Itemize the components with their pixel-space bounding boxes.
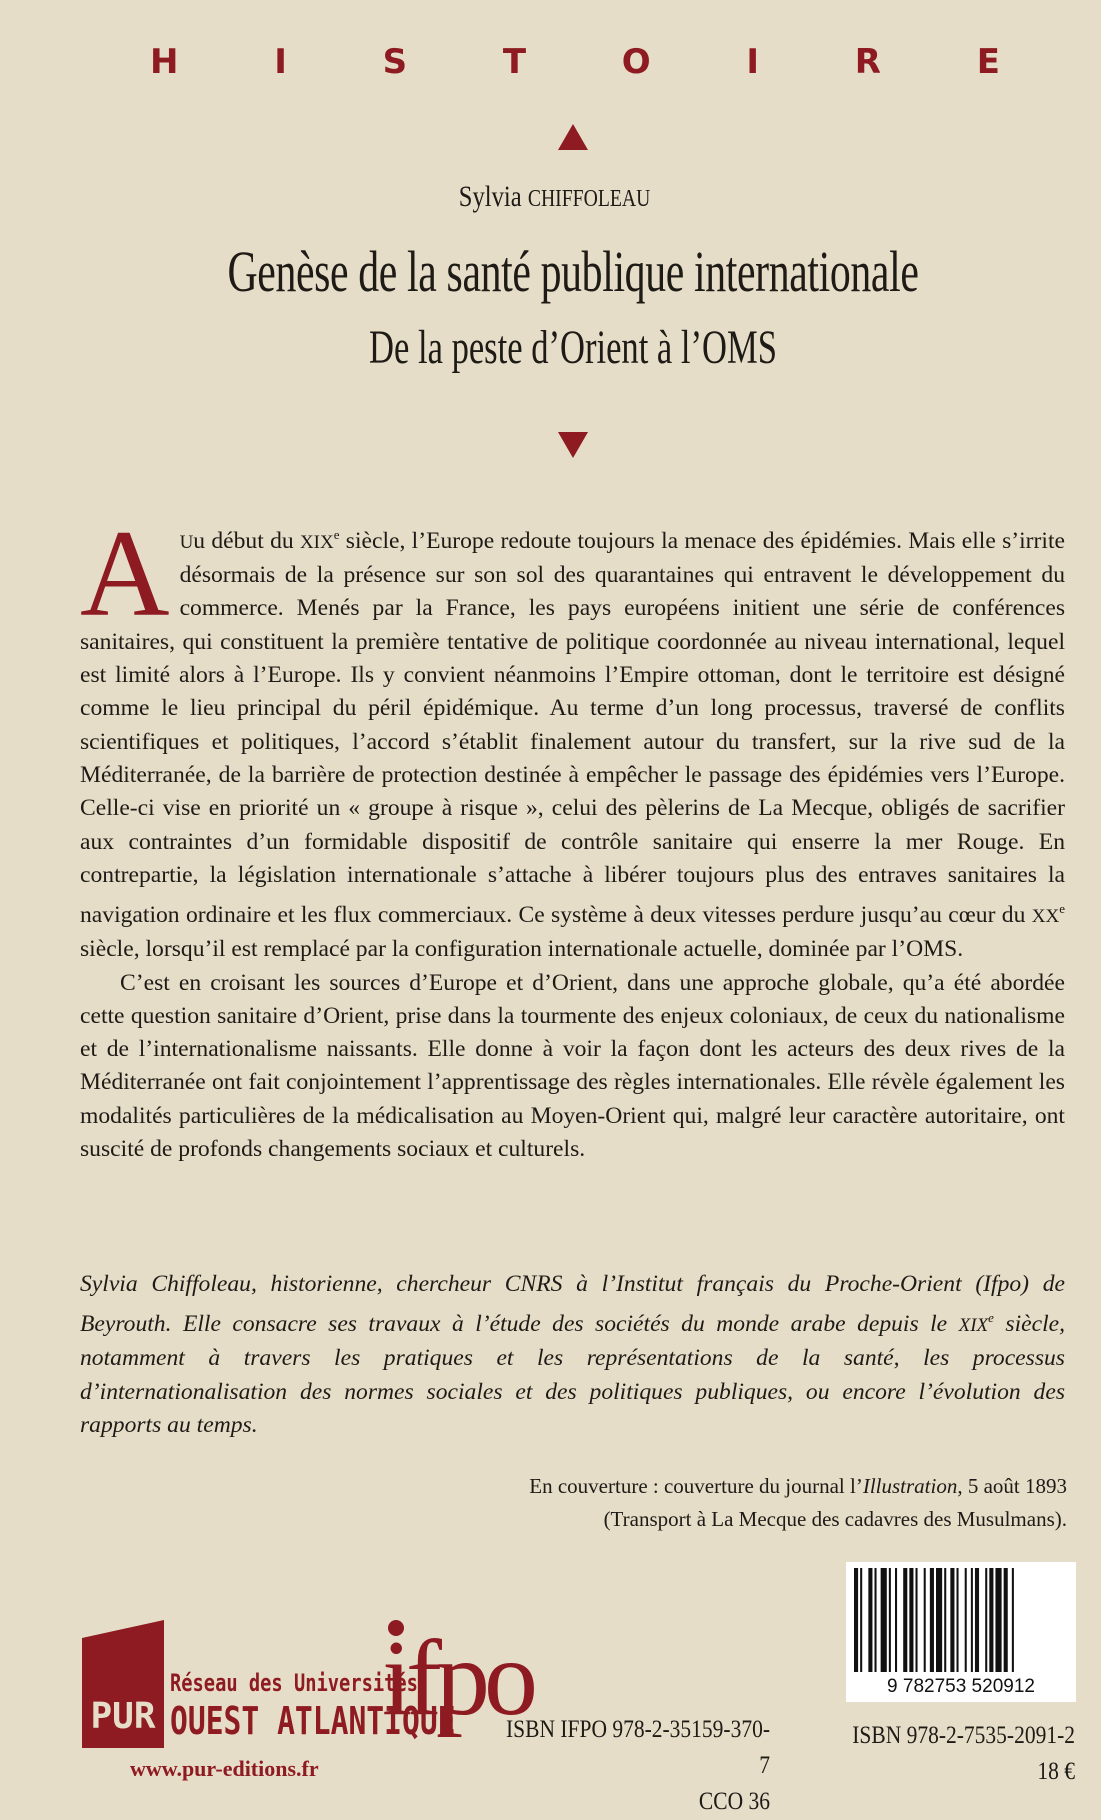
barcode-bar bbox=[936, 1568, 942, 1672]
pur-logo-text: PUR bbox=[90, 1696, 156, 1737]
blurb-paragraph-1: A Uu début du XIXe siècle, l’Europe redoute toujours la menace des épidémies. Mais elle s’irrite désormais de la présence sur son sol des quarantaines qui entravent le développement du commerce. Menés par la France, les pays européens initient une série de conférences sanitaires, qui constituent la première tentative de politique coordonnée au niveau international, lequel est limité alors à l’Europe. Ils y convient néanmoins l’Empire ottoman, dont le territoire est désigné comme le lieu principal du péril épidémique. Au terme d’un long processus, traversé de conflits scientifiques et politiques, l’accord s’établit finalement autour du transfert, sur la rive sud de la Méditerranée, de la barrière de protection destinée à empêcher le passage des épidémies vers l’Europe. Celle-ci vise en priorité un « groupe à risque », celui des pèlerins de La Mecque, obligés de sacrifier aux contraintes d’un formidable dispositif de contrôle sanitaire qui enserre la mer Rouge. En contrepartie, la législation internationale s’attache à libérer toujours plus des entraves sanitaires la navigation ordinaire et les flux commerciaux. Ce système à deux vitesses perdure jusqu’au cœur du XXe siècle, lorsqu’il est remplacé par la configuration internationale actuelle, dominée par l’OMS. bbox=[80, 505, 1065, 963]
barcode-bar bbox=[924, 1568, 926, 1672]
barcode-bar bbox=[909, 1568, 913, 1672]
series-letter: I bbox=[746, 42, 760, 82]
blurb-paragraph-2: C’est en croisant les sources d’Europe et d’Orient, dans une approche globale, qu’a été abordée cette question sanitaire d’Orient, prise dans la tourmente des enjeux coloniaux, de ceux du nationalisme et de l’internationalisme naissants. Elle donne à voir la façon dont les acteurs des deux rives de la Méditerranée ont fait conjointement l’apprentissage des règles internationales. Elle révèle également les modalités particulières de la médicalisation au Moyen-Orient qui, malgré leur caractère autoritaire, ont suscité de profonds changements sociaux et culturels. bbox=[80, 969, 1065, 1163]
publisher-url[interactable]: www.pur-editions.fr bbox=[130, 1756, 319, 1781]
barcode-bar bbox=[930, 1568, 934, 1672]
publisher-name: Réseau des Universités OUEST ATLANTIQUE bbox=[170, 1669, 456, 1743]
barcode-bar bbox=[889, 1568, 891, 1672]
barcode-bar bbox=[1004, 1568, 1008, 1672]
barcode-bar bbox=[854, 1568, 858, 1672]
barcode-bar bbox=[985, 1568, 987, 1672]
barcode bbox=[846, 1562, 1076, 1702]
barcode-bar bbox=[971, 1568, 973, 1672]
series-letter: H bbox=[150, 42, 179, 82]
barcode-bar bbox=[860, 1568, 862, 1672]
author-surname: CHIFFOLEAU bbox=[527, 186, 651, 212]
barcode-bar bbox=[875, 1568, 877, 1672]
book-title: Genèse de la santé publique internationale bbox=[227, 239, 919, 304]
price: 18 € bbox=[1037, 1758, 1075, 1785]
isbn-block bbox=[791, 1718, 1075, 1790]
ifpo-isbn-block: ISBN IFPO 978-2-35159-370-7 CCO 36 bbox=[506, 1716, 770, 1815]
series-letter: R bbox=[854, 42, 881, 82]
barcode-bar bbox=[950, 1568, 954, 1672]
ifpo-logo-text: ifpo bbox=[382, 1619, 532, 1738]
barcode-bar bbox=[895, 1568, 897, 1672]
series-letter: O bbox=[621, 42, 651, 82]
pur-logo bbox=[78, 1620, 168, 1750]
series-label bbox=[150, 42, 1000, 82]
drop-cap: A bbox=[80, 505, 170, 642]
blurb bbox=[80, 505, 1065, 1166]
barcode-bar bbox=[868, 1568, 872, 1672]
barcode-bar bbox=[957, 1568, 959, 1672]
series-letter: I bbox=[274, 42, 287, 82]
barcode-bar bbox=[995, 1568, 1001, 1672]
barcode-bar bbox=[975, 1568, 979, 1672]
series-letter: T bbox=[502, 42, 527, 82]
triangle-up-icon bbox=[558, 124, 588, 150]
series-letter: E bbox=[976, 42, 1000, 82]
barcode-bar bbox=[944, 1568, 946, 1672]
series-letter: S bbox=[382, 42, 408, 82]
cover-credit: En couverture : couverture du journal l’Illustration, 5 août 1893 (Transport à La Mecque des cadavres des Musulmans). bbox=[529, 1474, 1067, 1531]
book-subtitle: De la peste d’Orient à l’OMS bbox=[369, 321, 777, 374]
triangle-down-icon bbox=[558, 432, 588, 458]
barcode-bar bbox=[1012, 1568, 1014, 1672]
barcode-bar bbox=[881, 1568, 887, 1672]
barcode-bar bbox=[965, 1568, 967, 1672]
barcode-bar bbox=[903, 1568, 907, 1672]
author-name: Sylvia CHIFFOLEAU bbox=[458, 180, 651, 213]
barcode-bar bbox=[916, 1568, 918, 1672]
isbn: ISBN 978-2-7535-2091-2 bbox=[852, 1722, 1075, 1749]
author-bio: Sylvia Chiffoleau, historienne, chercheur CNRS à l’Institut français du Proche-Orient (Ifpo) de Beyrouth. Elle consacre ses travaux à l’étude des sociétés du monde arabe depuis le XIXe siècle, notamment à travers les pratiques et les représentations de la santé, les processus d’internationalisation des normes sociales et des politiques publiques, ou encore l’évolution des rapports au temps. bbox=[80, 1271, 1065, 1439]
barcode-number: 9 782753 520912 bbox=[887, 1676, 1035, 1697]
barcode-bar bbox=[989, 1568, 993, 1672]
